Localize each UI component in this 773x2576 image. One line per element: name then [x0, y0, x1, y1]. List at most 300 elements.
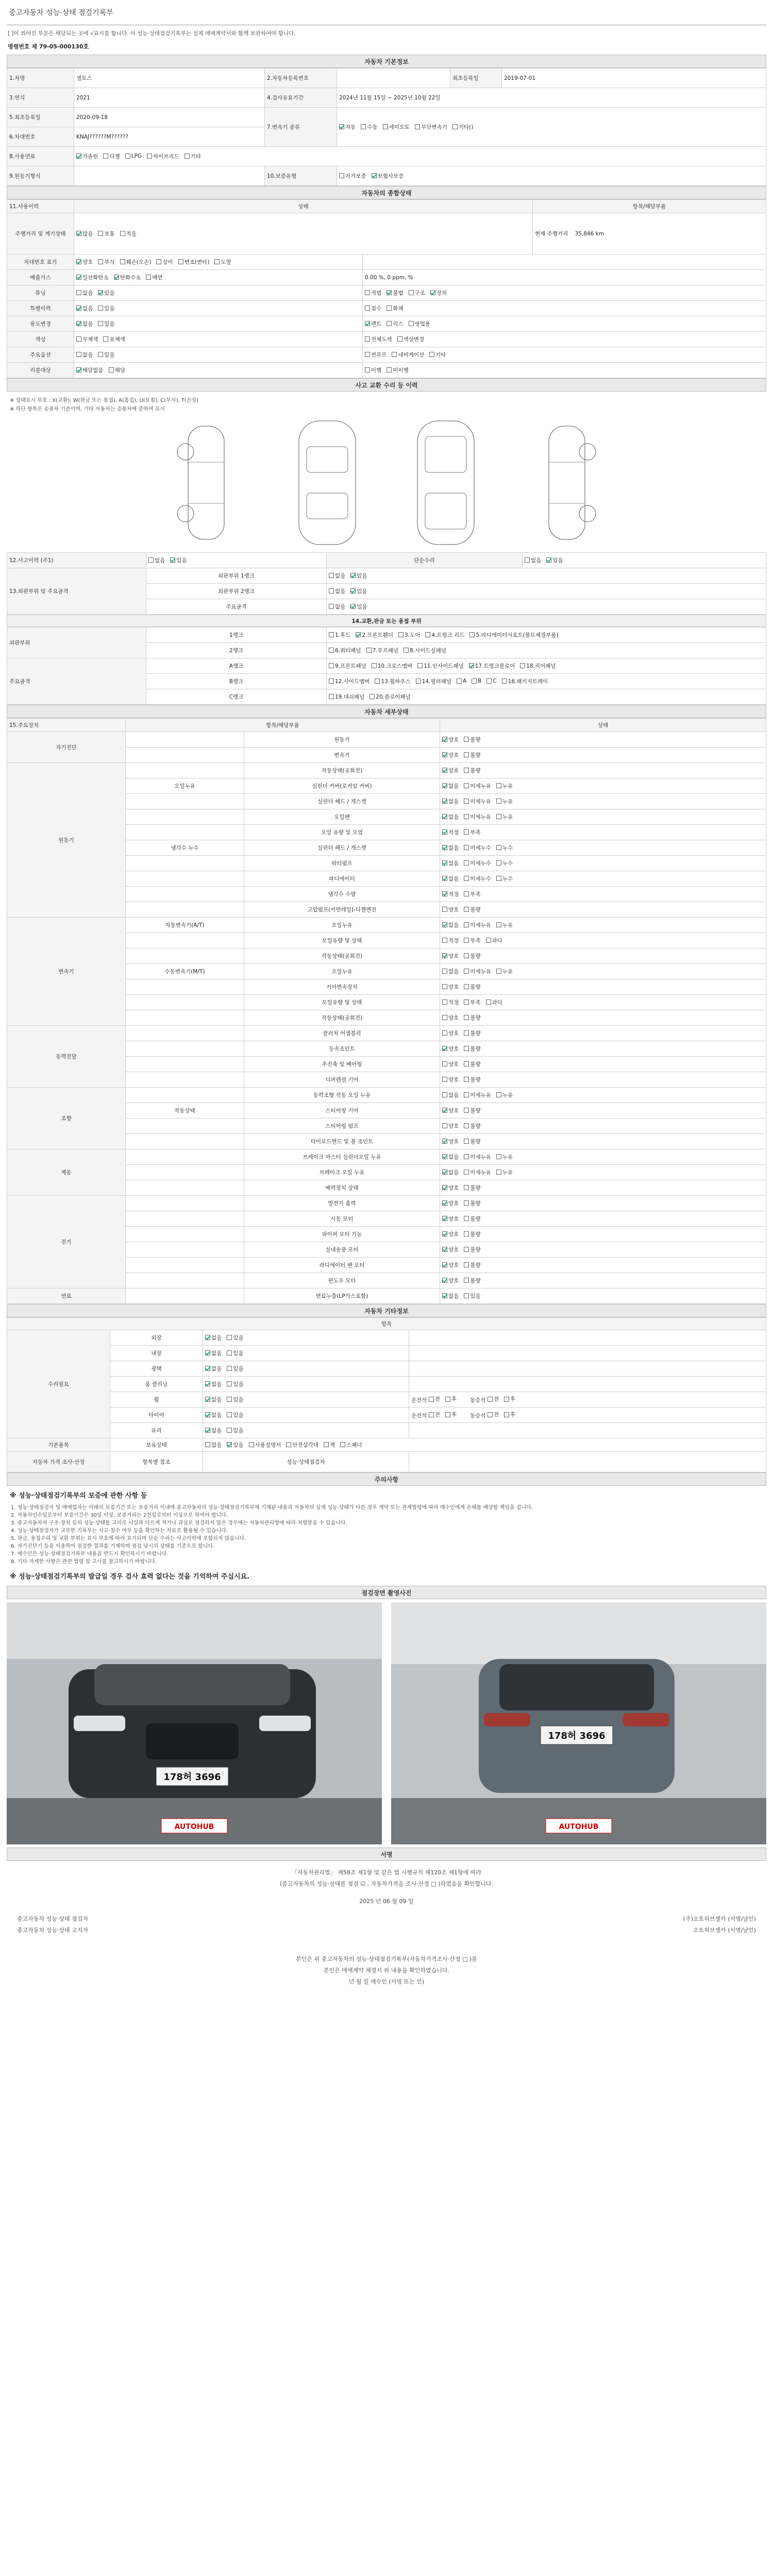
detail-checkbox[interactable]: 불량: [464, 1277, 480, 1284]
part-checkbox[interactable]: C: [486, 678, 496, 684]
general-checkbox[interactable]: 있음: [98, 320, 114, 328]
parts-rank: B랭크: [146, 674, 327, 689]
other-tail: [409, 1361, 766, 1377]
caution-item: 6. 자기진단기 등을 이용하여 점검한 결과를 기재하며 점검 당시의 상태를 기준으로 합니다.: [11, 1544, 215, 1549]
label-basic-items: 기본품목: [7, 1438, 110, 1452]
detail-checkbox[interactable]: 없음: [442, 1091, 459, 1099]
detail-checkbox[interactable]: 불량: [464, 1107, 480, 1114]
detail-row: [7, 1149, 766, 1165]
detail-sub: [126, 979, 244, 995]
detail-checkbox[interactable]: 과다: [486, 937, 502, 944]
tail-checkbox[interactable]: 후: [445, 1395, 457, 1403]
detail-checkbox[interactable]: 미세누수: [464, 875, 491, 883]
detail-checkbox[interactable]: 미세누수: [464, 859, 491, 867]
issuer-name: 오토허브셀카 (서명/날인): [693, 1927, 756, 1934]
warranty-options-checkbox[interactable]: 자가보증: [339, 172, 366, 180]
detail-checkbox[interactable]: 불량: [464, 1230, 480, 1238]
detail-checkbox[interactable]: 양호: [442, 767, 459, 774]
detail-sub: [126, 763, 244, 778]
detail-checkbox[interactable]: 누수: [496, 875, 513, 883]
general-checkbox[interactable]: 있음: [98, 351, 114, 359]
detail-checkbox[interactable]: 미세누유: [464, 921, 491, 929]
tail-checkbox[interactable]: 후: [504, 1395, 515, 1403]
front-plate: 178허 3696: [163, 1772, 221, 1783]
detail-checkbox[interactable]: 불량: [464, 1029, 480, 1037]
detail-checkbox[interactable]: 적정: [442, 828, 459, 836]
detail-checkbox[interactable]: 미세누유: [464, 1168, 491, 1176]
detail-checkbox[interactable]: 양호: [442, 952, 459, 960]
general-sub-checkbox[interactable]: 색상변경: [397, 335, 425, 343]
part-checkbox[interactable]: 7.루프패널: [366, 647, 399, 654]
parts-title: 14.교환,판금 또는 용접 부위: [7, 615, 766, 627]
tail-checkbox[interactable]: 전: [429, 1411, 440, 1418]
general-row-sub: [363, 301, 766, 316]
detail-checkbox[interactable]: 양호: [442, 906, 459, 913]
other-checkbox[interactable]: 있음: [227, 1380, 243, 1388]
detail-state: [440, 1103, 766, 1118]
section-damage: 사고 교환 수리 등 이력: [7, 378, 766, 392]
detail-checkbox[interactable]: 없음: [442, 782, 459, 790]
detail-row: [7, 1026, 766, 1041]
car-left-side-diagram: [160, 421, 253, 545]
general-row: [7, 316, 766, 332]
detail-sub: [126, 1258, 244, 1273]
part-checkbox[interactable]: 10.크로스멤버: [372, 662, 412, 670]
parts-items: [327, 643, 766, 658]
detail-checkbox[interactable]: 없음: [442, 921, 459, 929]
detail-checkbox[interactable]: 양호: [442, 1199, 459, 1207]
other-row: [7, 1361, 766, 1377]
detail-checkbox[interactable]: 누유: [496, 798, 513, 805]
accident-options-checkbox[interactable]: 없음: [148, 556, 165, 564]
detail-checkbox[interactable]: 없음: [442, 844, 459, 852]
part-checkbox[interactable]: 11.인사이드패널: [417, 662, 464, 670]
general-checkbox[interactable]: 훼손(오손): [120, 258, 152, 266]
outer-rank2-options-checkbox[interactable]: 없음: [329, 587, 345, 595]
detail-checkbox[interactable]: 부족: [464, 998, 480, 1006]
transmission-options-checkbox[interactable]: 무단변속기: [415, 123, 447, 131]
detail-checkbox[interactable]: 부족: [464, 828, 480, 836]
detail-sub: [126, 1196, 244, 1211]
detail-checkbox[interactable]: 양호: [442, 1261, 459, 1269]
general-checkbox[interactable]: 상이: [156, 258, 173, 266]
general-row-sub: [363, 347, 766, 363]
general-checkbox[interactable]: 매연: [146, 274, 162, 281]
general-row-sub: 0.00 %, 0 ppm, %: [363, 270, 766, 285]
tail-checkbox[interactable]: 전: [488, 1395, 499, 1403]
label-fuel: 8.사용연료: [7, 147, 74, 166]
detail-group-name: 조향: [7, 1088, 126, 1149]
general-checkbox[interactable]: 없음: [76, 351, 93, 359]
other-checkbox[interactable]: 없음: [205, 1427, 222, 1434]
detail-sub: [126, 1026, 244, 1041]
detail-checkbox[interactable]: 불량: [464, 1014, 480, 1022]
detail-checkbox[interactable]: 양호: [442, 1230, 459, 1238]
label-reg-no: 2.자동차등록번호: [265, 69, 337, 88]
caution-item: 4. 성능·상태점검자가 교부한 기록부는 사고·침수 여부 등을 확인하는 자료로 활용될 수 있습니다.: [11, 1528, 228, 1534]
tail-checkbox[interactable]: 전: [488, 1411, 499, 1418]
detail-state: [440, 979, 766, 995]
part-checkbox[interactable]: 17.트렁크플로어: [469, 662, 515, 670]
value-car-name: 셀토스: [74, 69, 265, 88]
general-sub2-checkbox[interactable]: 장치: [430, 289, 447, 297]
car-top-rear-diagram: [402, 416, 490, 550]
fuel-options-checkbox[interactable]: 하이브리드: [147, 152, 179, 160]
general-sub-checkbox[interactable]: 화재: [386, 304, 403, 312]
general-sub-checkbox[interactable]: 미이행: [386, 366, 408, 374]
other-checkbox[interactable]: 있음: [227, 1411, 243, 1419]
general-checkbox[interactable]: 유채색: [103, 335, 125, 343]
other-checkbox[interactable]: 없음: [205, 1334, 222, 1342]
transmission-options-checkbox[interactable]: 세미오토: [383, 123, 410, 131]
detail-checkbox[interactable]: 불량: [464, 1076, 480, 1083]
caution-item: 5. 판금, 용접수리 및 교환 부위는 표시 부호에 따라 표기되며 단순 수리는 사고이력에 포함되지 않습니다.: [11, 1536, 246, 1541]
general-row-options: [74, 301, 363, 316]
detail-sub: [126, 995, 244, 1010]
general-sub-checkbox[interactable]: 불법: [386, 289, 403, 297]
detail-sub: 자동변속기(A/T): [126, 918, 244, 933]
detail-checkbox[interactable]: 양호: [442, 736, 459, 743]
detail-checkbox[interactable]: 불량: [464, 736, 480, 743]
detail-checkbox[interactable]: 있음: [464, 1292, 480, 1300]
part-checkbox[interactable]: 9.프론트패널: [329, 662, 366, 670]
other-checkbox[interactable]: 있음: [227, 1427, 243, 1434]
detail-checkbox[interactable]: 불량: [464, 952, 480, 960]
parts-rank: A랭크: [146, 658, 327, 674]
detail-checkbox[interactable]: 적정: [442, 937, 459, 944]
detail-checkbox[interactable]: 양호: [442, 1060, 459, 1068]
other-group: 수리필요: [7, 1330, 110, 1438]
sign-date: 2025 년 06 월 09 일: [359, 1898, 414, 1905]
parts-row: [7, 658, 766, 674]
fuel-options-checkbox[interactable]: LPG: [125, 153, 142, 159]
general-row-label: 튜닝: [7, 285, 74, 301]
other-checkbox[interactable]: 있음: [227, 1349, 243, 1357]
detail-checkbox[interactable]: 누유: [496, 921, 513, 929]
rear-photo: [391, 1602, 766, 1844]
detail-checkbox[interactable]: 불량: [464, 1045, 480, 1053]
part-checkbox[interactable]: 19.대쉬패널: [329, 693, 364, 701]
detail-checkbox[interactable]: 양호: [442, 1014, 459, 1022]
outer-rank2-options-checkbox[interactable]: 있음: [350, 587, 367, 595]
part-checkbox[interactable]: B: [472, 678, 481, 684]
outer-rank1-options-checkbox[interactable]: 있음: [350, 572, 367, 580]
label-outer-rank2: 외판부위 2랭크: [146, 584, 327, 599]
general-row-options: [74, 270, 363, 285]
part-checkbox[interactable]: 4.트렁크 리드: [425, 631, 464, 639]
other-checkbox[interactable]: 없음: [205, 1411, 222, 1419]
basic-items-options-checkbox[interactable]: 스패너: [340, 1441, 362, 1449]
label-main-frame: 주요골격: [146, 599, 327, 615]
head-history: 11.사용이력: [7, 200, 74, 213]
detail-checkbox[interactable]: 양호: [442, 1138, 459, 1145]
detail-sub: [126, 809, 244, 825]
detail-sub: [126, 1134, 244, 1149]
other-item: 내장: [110, 1346, 203, 1361]
general-checkbox[interactable]: 도말: [214, 258, 231, 266]
detail-item: 배력장치 상태: [244, 1180, 440, 1196]
detail-row: [7, 763, 766, 778]
main-frame-options-checkbox[interactable]: 없음: [329, 603, 345, 611]
sign-line-2: (중고자동차의 성능·상태를 점검 ☑ , 자동차가격을 조사·산정 □ )하였음을 확인합니다.: [279, 1880, 494, 1887]
general-sub-checkbox[interactable]: 기타: [429, 351, 446, 359]
part-checkbox[interactable]: 1.후드: [329, 631, 350, 639]
detail-state: [440, 902, 766, 918]
other-checkbox[interactable]: 없음: [205, 1365, 222, 1372]
caution-list: [7, 1504, 766, 1566]
detail-checkbox[interactable]: 불량: [464, 1138, 480, 1145]
general-checkbox[interactable]: 해당없음: [76, 366, 104, 374]
general-checkbox[interactable]: 무채색: [76, 335, 98, 343]
general-sub-checkbox[interactable]: 썬루프: [365, 351, 386, 359]
detail-checkbox[interactable]: 불량: [464, 1184, 480, 1192]
detail-table: [7, 718, 766, 1304]
general-sub-checkbox[interactable]: 이행: [365, 366, 381, 374]
detail-checkbox[interactable]: 양호: [442, 1045, 459, 1053]
detail-checkbox[interactable]: 불량: [464, 751, 480, 759]
detail-group-name: 전기: [7, 1196, 126, 1289]
detail-sub: [126, 1180, 244, 1196]
caution-item: 3. 중고자동차의 구조·장치 등의 성능·상태를 고의로 사실과 다르게 적거나 과실로 점검하지 않은 경우에는 자동차관리법에 따라 처벌받을 수 있습니다.: [11, 1520, 347, 1526]
detail-checkbox[interactable]: 적정: [442, 998, 459, 1006]
detail-checkbox[interactable]: 양호: [442, 1246, 459, 1253]
detail-checkbox[interactable]: 없음: [442, 798, 459, 805]
detail-item: 클러치 어셈블리: [244, 1026, 440, 1041]
detail-checkbox[interactable]: 불량: [464, 1122, 480, 1130]
detail-checkbox[interactable]: 누유: [496, 1168, 513, 1176]
main-frame-options: [327, 599, 766, 615]
detail-sub: [126, 902, 244, 918]
accident-options-checkbox[interactable]: 있음: [170, 556, 187, 564]
detail-state: [440, 856, 766, 871]
simple-repair-options-checkbox[interactable]: 없음: [525, 556, 541, 564]
fuel-options-checkbox[interactable]: 가솔린: [76, 152, 98, 160]
detail-sub: [126, 1072, 244, 1088]
general-checkbox[interactable]: 변조(변타): [178, 258, 210, 266]
detail-sub: 오일누유: [126, 778, 244, 794]
detail-sub: [126, 1057, 244, 1072]
damage-legend-2: ※ 하단 항목은 승용차 기준이며, 기타 자동차는 승용차에 준하여 표시: [10, 406, 165, 412]
other-checkbox[interactable]: 있음: [227, 1396, 243, 1403]
warranty-options-checkbox[interactable]: 보험사보증: [372, 172, 404, 180]
general-sub-checkbox[interactable]: 렌트: [365, 320, 381, 328]
detail-checkbox[interactable]: 불량: [464, 1060, 480, 1068]
detail-checkbox[interactable]: 적정: [442, 890, 459, 898]
detail-state: [440, 1258, 766, 1273]
detail-sub: [126, 1165, 244, 1180]
detail-checkbox[interactable]: 양호: [442, 1029, 459, 1037]
detail-checkbox[interactable]: 미세누유: [464, 1091, 491, 1099]
general-sub-checkbox[interactable]: 영업용: [409, 320, 430, 328]
simple-repair-options-checkbox[interactable]: 있음: [546, 556, 563, 564]
detail-checkbox[interactable]: 양호: [442, 983, 459, 991]
caution-title: ※ 성능·상태점검기록부의 보증에 관한 사항 등: [10, 1492, 147, 1500]
basic-items-options-checkbox[interactable]: 안전삼각대: [286, 1441, 318, 1449]
transmission-options-checkbox[interactable]: 수동: [361, 123, 377, 131]
detail-checkbox[interactable]: 누유: [496, 782, 513, 790]
tail-checkbox[interactable]: 전: [429, 1395, 440, 1403]
detail-checkbox[interactable]: 불량: [464, 767, 480, 774]
detail-checkbox[interactable]: 양호: [442, 1076, 459, 1083]
detail-checkbox[interactable]: 없음: [442, 859, 459, 867]
general-checkbox[interactable]: 일산화탄소: [76, 274, 109, 281]
inspector-label: 중고자동차 성능·상태 점검자: [17, 1916, 89, 1922]
detail-checkbox[interactable]: 양호: [442, 1277, 459, 1284]
detail-checkbox[interactable]: 누유: [496, 1091, 513, 1099]
basic-items-options-checkbox[interactable]: 사용설명서: [249, 1441, 281, 1449]
basic-items-options-checkbox[interactable]: 잭: [324, 1441, 335, 1449]
part-checkbox[interactable]: 2.프론트휀더: [356, 631, 393, 639]
detail-checkbox[interactable]: 미세누유: [464, 968, 491, 975]
detail-checkbox[interactable]: 부족: [464, 890, 480, 898]
other-checkbox[interactable]: 있음: [227, 1334, 243, 1342]
general-checkbox[interactable]: 있음: [98, 289, 114, 297]
confirm-line-2: 본인은 매매계약 체결시 위 내용을 확인하였습니다.: [323, 1967, 450, 1974]
part-checkbox[interactable]: 12.사이드멤버: [329, 677, 369, 685]
detail-group-name: 연료: [7, 1289, 126, 1304]
detail-checkbox[interactable]: 없음: [442, 813, 459, 821]
part-checkbox[interactable]: 14.필러패널: [416, 677, 451, 685]
fuel-options-checkbox[interactable]: 기타: [184, 152, 201, 160]
part-checkbox[interactable]: 3.도어: [398, 631, 420, 639]
detail-checkbox[interactable]: 양호: [442, 1184, 459, 1192]
detail-checkbox[interactable]: 불량: [464, 1261, 480, 1269]
detail-checkbox[interactable]: 누유: [496, 968, 513, 975]
main-frame-options-checkbox[interactable]: 있음: [350, 603, 367, 611]
tail-checkbox[interactable]: 후: [445, 1411, 457, 1418]
detail-sub: [126, 1118, 244, 1134]
general-sub-checkbox[interactable]: 침수: [365, 304, 381, 312]
detail-checkbox[interactable]: 없음: [442, 968, 459, 975]
detail-checkbox[interactable]: 없음: [442, 875, 459, 883]
other-checkbox[interactable]: 없음: [205, 1396, 222, 1403]
detail-item: 오일유량 및 상태: [244, 995, 440, 1010]
detail-state: [440, 1088, 766, 1103]
detail-checkbox[interactable]: 누수: [496, 859, 513, 867]
label-basic-items-sub: 보유상태: [110, 1438, 203, 1452]
general-sub-checkbox[interactable]: 적법: [365, 289, 381, 297]
general-checkbox[interactable]: 없음: [76, 304, 93, 312]
basic-items-options-checkbox[interactable]: 없음: [205, 1441, 222, 1449]
detail-state: [440, 995, 766, 1010]
other-checkbox[interactable]: 없음: [205, 1349, 222, 1357]
part-checkbox[interactable]: 8.사이드실패널: [404, 647, 446, 654]
detail-checkbox[interactable]: 양호: [442, 1215, 459, 1223]
general-checkbox[interactable]: 있음: [98, 304, 114, 312]
general-sub-checkbox[interactable]: 리스: [386, 320, 403, 328]
detail-checkbox[interactable]: 양호: [442, 1122, 459, 1130]
transmission-options-checkbox[interactable]: 자동: [339, 123, 356, 131]
buyer-line: 년 월 일 매수인 (서명 또는 인): [348, 1978, 425, 1985]
part-checkbox[interactable]: 13.휠하우스: [375, 677, 410, 685]
other-row: [7, 1408, 766, 1423]
general-row-options: [74, 363, 363, 378]
detail-sub: 작동상태: [126, 1103, 244, 1118]
detail-sub: [126, 1242, 244, 1258]
detail-checkbox[interactable]: 불량: [464, 1215, 480, 1223]
part-checkbox[interactable]: A: [457, 678, 466, 684]
part-checkbox[interactable]: 5.라디에이터서포트(볼트체결부품): [469, 631, 558, 639]
detail-row: [7, 918, 766, 933]
detail-checkbox[interactable]: 없음: [442, 1153, 459, 1161]
detail-checkbox[interactable]: 없음: [442, 1168, 459, 1176]
detail-checkbox[interactable]: 미세누유: [464, 813, 491, 821]
general-row: [7, 270, 766, 285]
detail-checkbox[interactable]: 과다: [486, 998, 502, 1006]
detail-checkbox[interactable]: 미세누유: [464, 798, 491, 805]
part-checkbox[interactable]: 6.쿼터패널: [329, 647, 361, 654]
general-checkbox[interactable]: 부식: [98, 258, 114, 266]
general-checkbox[interactable]: 없음: [76, 320, 93, 328]
general-checkbox[interactable]: 해당: [109, 366, 125, 374]
part-checkbox[interactable]: 16.패키지트레이: [502, 677, 548, 685]
detail-item: 고압펌프(커먼레일)-디젤엔진: [244, 902, 440, 918]
detail-checkbox[interactable]: 누유: [496, 1153, 513, 1161]
detail-sub: [126, 1273, 244, 1289]
section-general: 자동차의 종합상태: [7, 186, 766, 199]
value-first-reg-date: 2020-09-18: [74, 108, 265, 127]
detail-checkbox[interactable]: 양호: [442, 751, 459, 759]
other-checkbox[interactable]: 있음: [227, 1365, 243, 1372]
detail-checkbox[interactable]: 불량: [464, 1246, 480, 1253]
detail-checkbox[interactable]: 누유: [496, 813, 513, 821]
detail-checkbox[interactable]: 누수: [496, 844, 513, 852]
general-row-options: [74, 316, 363, 332]
label-outer-rank1: 외판부위 1랭크: [146, 568, 327, 584]
general-sub-checkbox[interactable]: 전체도색: [365, 335, 392, 343]
detail-checkbox[interactable]: 미세누수: [464, 844, 491, 852]
value-inspection-period: 2024년 11월 15일 ~ 2025년 10월 22일: [337, 88, 766, 108]
confirm-line: 본인은 위 중고자동차의 성능·상태점검기록부(자동차가격조사·산정 □ )를: [296, 1956, 477, 1962]
accident-options: [146, 553, 327, 568]
fuel-options-checkbox[interactable]: 디젤: [103, 152, 120, 160]
basic-items-options-checkbox[interactable]: 있음: [227, 1441, 243, 1449]
detail-checkbox[interactable]: 불량: [464, 1199, 480, 1207]
detail-state: [440, 1072, 766, 1088]
detail-sub: [126, 732, 244, 748]
detail-item: 작동상태(공회전): [244, 1010, 440, 1026]
detail-checkbox[interactable]: 양호: [442, 1107, 459, 1114]
detail-checkbox[interactable]: 없음: [442, 1292, 459, 1300]
general-checkbox[interactable]: 없음: [76, 289, 93, 297]
detail-checkbox[interactable]: 미세누유: [464, 1153, 491, 1161]
outer-rank1-options-checkbox[interactable]: 없음: [329, 572, 345, 580]
detail-checkbox[interactable]: 부족: [464, 937, 480, 944]
general-sub2-checkbox[interactable]: 구조: [409, 289, 425, 297]
general-sub-checkbox[interactable]: 네비게이션: [392, 351, 424, 359]
detail-state: [440, 887, 766, 902]
transmission-options-checkbox[interactable]: 기타(): [452, 123, 473, 131]
tail-checkbox[interactable]: 후: [504, 1411, 515, 1418]
other-tail: [409, 1423, 766, 1438]
other-checkbox[interactable]: 없음: [205, 1380, 222, 1388]
part-checkbox[interactable]: 18.리어패널: [520, 662, 556, 670]
label-accident: 12.사고이력 (주1): [7, 553, 146, 568]
general-row-options: [74, 255, 363, 270]
part-checkbox[interactable]: 20.플로어패널: [369, 693, 410, 701]
detail-checkbox[interactable]: 미세누유: [464, 782, 491, 790]
detail-checkbox[interactable]: 불량: [464, 983, 480, 991]
detail-sub: [126, 1088, 244, 1103]
detail-item: 윈도우 모터: [244, 1273, 440, 1289]
other-item: 외장: [110, 1330, 203, 1346]
general-row-options: [74, 347, 363, 363]
detail-state: [440, 794, 766, 809]
general-checkbox[interactable]: 양호: [76, 258, 93, 266]
detail-checkbox[interactable]: 불량: [464, 906, 480, 913]
general-checkbox[interactable]: 탄화수소: [114, 274, 141, 281]
issuer-label: 중고자동차 성능·상태 고지자: [17, 1927, 89, 1934]
